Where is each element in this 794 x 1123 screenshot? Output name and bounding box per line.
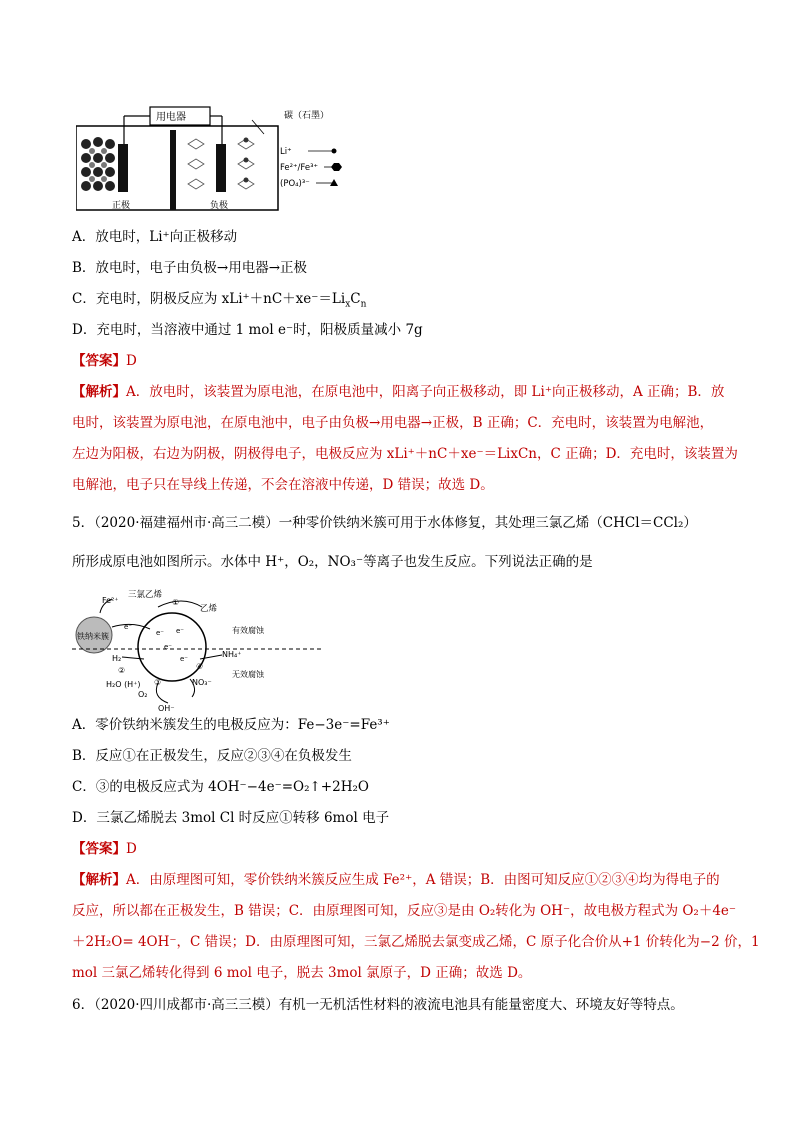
q4-analysis-line-3: 左边为阳极，右边为阴极，阴极得电子，电极反应为 xLi⁺＋nC＋xe⁻＝LixCn，C 正确；D．充电时，该装置为 (72, 446, 738, 462)
electron-label-2: e⁻ (156, 629, 165, 637)
negative-label: 负极 (210, 201, 229, 211)
q5-option-c: C．③的电极反应式为 4OH⁻−4e⁻=O₂↑+2H₂O (72, 779, 369, 795)
q5-option-b: B．反应①在正极发生，反应②③④在负极发生 (72, 748, 352, 764)
q4-analysis-line-1 (72, 382, 724, 402)
no3-label: NO₃⁻ (192, 678, 212, 687)
reaction-4-label: ④ (196, 662, 204, 671)
q4-option-c (72, 289, 366, 309)
q5-answer (72, 839, 137, 859)
q5-stem-line-2: 所形成原电池如图所示。水体中 H⁺，O₂，NO₃⁻等离子也发生反应。下列说法正确的是 (72, 554, 593, 570)
reaction-1-label: ① (172, 598, 180, 607)
carbon-label: 碳（石墨） (284, 111, 330, 121)
q6-stem: 6．（2020·四川成都市·高三三模）有机一无机活性材料的液流电池具有能量密度大、环境友好等特点。 (72, 997, 684, 1013)
q4-analysis-tag: 【解析】 (72, 384, 126, 400)
nh4-label: NH₄⁺ (222, 650, 242, 659)
fe-ion-label: Fe²⁺ (102, 596, 119, 605)
reaction-2-label: ② (118, 666, 126, 675)
positive-label: 正极 (112, 201, 131, 211)
q4-option-c-sub1: x (345, 299, 351, 310)
legend-li: Li⁺ (280, 147, 292, 157)
q4-analysis-line-4: 电解池，电子只在导线上传递，不会在溶液中传递，D 错误；故选 D。 (72, 477, 494, 493)
q5-option-d: D．三氯乙烯脱去 3mol Cl 时反应①转移 6mol 电子 (72, 810, 390, 826)
q5-analysis-text-1: A．由原理图可知，零价铁纳米簇反应生成 Fe²⁺，A 错误；B．由图可知反应①②③④均为得电子的 (126, 872, 720, 888)
ineffective-corrosion-label: 无效腐蚀 (232, 670, 264, 679)
q4-option-c-mid: C (350, 291, 361, 307)
li-marker-icon (332, 149, 337, 154)
q5-stem-line-1: 5．（2020·福建福州市·高三二模）一种零价铁纳米簇可用于水体修复，其处理三氯乙烯（CHCl＝CCl₂） (72, 515, 697, 531)
q5-option-a: A．零价铁纳米簇发生的电极反应为：Fe−3e⁻=Fe³⁺ (72, 717, 390, 733)
q5-answer-tag: 【答案】 (72, 841, 126, 857)
tce-label: 三氯乙烯 (128, 590, 163, 600)
q4-answer-tag: 【答案】 (72, 353, 126, 369)
electron-label-5: e⁻ (180, 655, 189, 663)
cluster-label: 铁纳米簇 (77, 632, 109, 641)
q4-option-c-prefix: C．充电时，阴极反应为 xLi⁺＋nC＋xe⁻＝Li (72, 291, 346, 307)
h2-label: H₂ (112, 654, 122, 663)
device-label: 用电器 (156, 112, 186, 123)
o2-label: O₂ (138, 690, 148, 699)
q5-answer-value: D (126, 841, 137, 857)
q4-answer-value: D (126, 353, 137, 369)
q4-option-c-sub2: n (360, 299, 367, 310)
legend-po4: (PO₄)³⁻ (280, 179, 310, 189)
electron-label-4: e⁻ (164, 643, 173, 651)
oh-label: OH⁻ (158, 704, 175, 713)
q5-analysis-line-3: ＋2H₂O= 4OH⁻，C 错误；D．由原理图可知，三氯乙烯脱去氯变成乙烯，C 原子化合价从+1 价转化为−2 价，1 (72, 934, 760, 950)
q4-analysis-text-1: A．放电时，该装置为原电池，在原电池中，阳离子向正极移动，即 Li⁺向正极移动，A 正确；B．放 (126, 384, 725, 400)
fe-marker-icon (331, 163, 342, 171)
battery-diagram (76, 104, 354, 214)
q4-analysis-line-2: 电时，该装置为原电池，在原电池中，电子由负极→用电器→正极，B 正确；C．充电时，该装置为电解池， (72, 415, 714, 431)
q4-option-d: D．充电时，当溶液中通过 1 mol e⁻时，阳极质量减小 7g (72, 322, 423, 338)
iron-nanocluster-diagram (72, 585, 324, 713)
h2o-label: H₂O (H⁺) (106, 680, 141, 689)
q5-analysis-line-2: 反应，所以都在正极发生，B 错误；C．由原理图可知，反应③是由 O₂转化为 OH⁻，故电极方程式为 O₂＋4e⁻ (72, 903, 737, 919)
effective-corrosion-label: 有效腐蚀 (232, 626, 264, 635)
q4-option-b: B．放电时，电子由负极→用电器→正极 (72, 260, 308, 276)
electron-label-1: e⁻ (124, 623, 133, 631)
ethene-label: 乙烯 (200, 604, 218, 614)
q4-option-a: A．放电时，Li⁺向正极移动 (72, 229, 238, 245)
electron-label-3: e⁻ (176, 627, 185, 635)
q5-analysis-line-1 (72, 870, 720, 890)
q5-analysis-line-4: mol 三氯乙烯转化得到 6 mol 电子，脱去 3mol 氯原子，D 正确；故选 D。 (72, 965, 532, 981)
legend-fe: Fe²⁺/Fe³⁺ (280, 163, 318, 173)
q4-answer (72, 351, 137, 371)
po4-marker-icon (330, 179, 338, 186)
reaction-3-label: ③ (154, 678, 162, 687)
q5-analysis-tag: 【解析】 (72, 872, 126, 888)
